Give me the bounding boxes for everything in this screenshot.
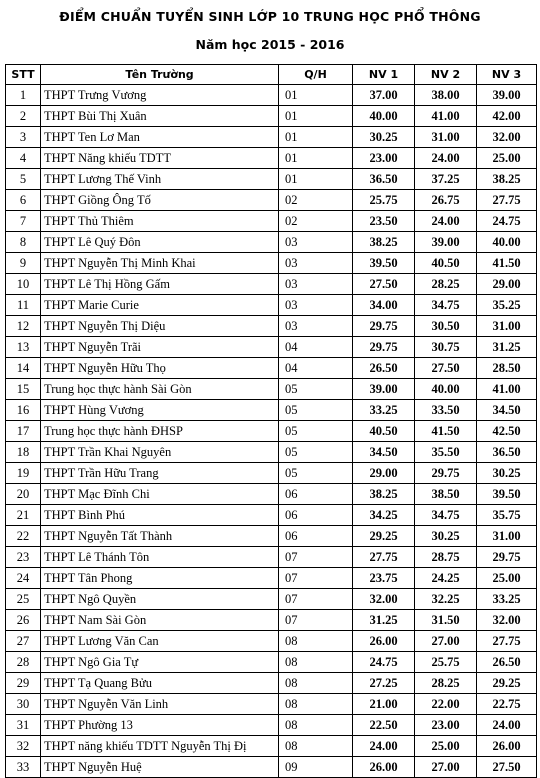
cell-stt: 27 (6, 631, 41, 652)
cell-nv1: 33.25 (353, 400, 415, 421)
cell-stt: 11 (6, 295, 41, 316)
cell-stt: 5 (6, 169, 41, 190)
cell-district: 03 (279, 274, 353, 295)
cell-nv1: 29.25 (353, 526, 415, 547)
cell-nv1: 34.00 (353, 295, 415, 316)
cell-nv1: 26.00 (353, 631, 415, 652)
cell-nv2: 40.50 (415, 253, 477, 274)
cell-nv1: 23.75 (353, 568, 415, 589)
cell-district: 01 (279, 148, 353, 169)
cell-nv2: 28.25 (415, 673, 477, 694)
table-row (6, 631, 537, 652)
cell-nv1: 34.50 (353, 442, 415, 463)
cell-nv3: 36.50 (477, 442, 537, 463)
cell-nv2: 38.00 (415, 85, 477, 106)
cell-school-name: THPT Trưng Vương (41, 85, 279, 106)
cell-nv1: 31.25 (353, 610, 415, 631)
cell-stt: 7 (6, 211, 41, 232)
cell-district: 06 (279, 484, 353, 505)
table-row (6, 106, 537, 127)
cell-nv1: 25.75 (353, 190, 415, 211)
table-row (6, 274, 537, 295)
cell-stt: 15 (6, 379, 41, 400)
cell-nv3: 29.75 (477, 547, 537, 568)
cell-school-name: THPT Nguyễn Hữu Thọ (41, 358, 279, 379)
cell-school-name: THPT Mạc Đĩnh Chi (41, 484, 279, 505)
cell-school-name: THPT Nguyễn Tất Thành (41, 526, 279, 547)
table-row (6, 442, 537, 463)
cell-district: 03 (279, 253, 353, 274)
cell-district: 01 (279, 169, 353, 190)
cell-nv1: 36.50 (353, 169, 415, 190)
cell-stt: 29 (6, 673, 41, 694)
cell-district: 05 (279, 400, 353, 421)
cell-school-name: THPT Ngô Quyền (41, 589, 279, 610)
cell-school-name: THPT Lương Thế Vinh (41, 169, 279, 190)
cell-stt: 14 (6, 358, 41, 379)
cell-nv2: 26.75 (415, 190, 477, 211)
cell-nv1: 26.50 (353, 358, 415, 379)
cell-nv1: 34.25 (353, 505, 415, 526)
cell-nv3: 24.00 (477, 715, 537, 736)
cell-stt: 9 (6, 253, 41, 274)
cell-nv3: 25.00 (477, 148, 537, 169)
cell-nv2: 30.75 (415, 337, 477, 358)
cell-school-name: THPT Giồng Ông Tố (41, 190, 279, 211)
cell-nv1: 29.00 (353, 463, 415, 484)
cell-nv2: 33.50 (415, 400, 477, 421)
table-row (6, 484, 537, 505)
cell-nv2: 34.75 (415, 295, 477, 316)
cell-school-name: THPT Trần Hữu Trang (41, 463, 279, 484)
cell-nv2: 24.25 (415, 568, 477, 589)
cell-school-name: THPT Trần Khai Nguyên (41, 442, 279, 463)
cell-nv1: 29.75 (353, 316, 415, 337)
cell-nv2: 34.75 (415, 505, 477, 526)
cell-district: 07 (279, 610, 353, 631)
cell-school-name: THPT Ten Lơ Man (41, 127, 279, 148)
header-nv2: NV 2 (415, 65, 477, 85)
cell-nv1: 23.50 (353, 211, 415, 232)
cell-nv1: 40.00 (353, 106, 415, 127)
cell-nv3: 39.00 (477, 85, 537, 106)
cell-nv2: 24.00 (415, 148, 477, 169)
table-row (6, 253, 537, 274)
cell-nv2: 22.00 (415, 694, 477, 715)
cell-nv2: 31.50 (415, 610, 477, 631)
cell-school-name: Trung học thực hành ĐHSP (41, 421, 279, 442)
cell-nv3: 31.00 (477, 526, 537, 547)
table-row (6, 463, 537, 484)
cell-nv3: 26.50 (477, 652, 537, 673)
cell-nv3: 27.50 (477, 757, 537, 778)
cell-nv3: 27.75 (477, 631, 537, 652)
cell-district: 01 (279, 127, 353, 148)
admission-scores-table (5, 64, 537, 778)
table-row (6, 400, 537, 421)
table-row (6, 337, 537, 358)
cell-school-name: THPT Lê Thị Hồng Gấm (41, 274, 279, 295)
cell-stt: 13 (6, 337, 41, 358)
cell-nv1: 39.00 (353, 379, 415, 400)
cell-district: 05 (279, 421, 353, 442)
cell-school-name: THPT Nguyễn Trãi (41, 337, 279, 358)
cell-stt: 1 (6, 85, 41, 106)
header-school-name: Tên Trường (41, 65, 279, 85)
cell-stt: 18 (6, 442, 41, 463)
header-district: Q/H (279, 65, 353, 85)
cell-district: 08 (279, 631, 353, 652)
table-row (6, 652, 537, 673)
cell-nv2: 30.50 (415, 316, 477, 337)
cell-school-name: THPT Bình Phú (41, 505, 279, 526)
cell-nv2: 24.00 (415, 211, 477, 232)
cell-nv2: 30.25 (415, 526, 477, 547)
cell-district: 02 (279, 190, 353, 211)
cell-school-name: THPT Lê Quý Đôn (41, 232, 279, 253)
cell-nv3: 38.25 (477, 169, 537, 190)
cell-nv1: 29.75 (353, 337, 415, 358)
cell-nv3: 35.75 (477, 505, 537, 526)
cell-nv3: 41.00 (477, 379, 537, 400)
cell-nv3: 29.25 (477, 673, 537, 694)
table-row (6, 526, 537, 547)
cell-nv3: 35.25 (477, 295, 537, 316)
table-row (6, 190, 537, 211)
cell-stt: 30 (6, 694, 41, 715)
cell-nv1: 22.50 (353, 715, 415, 736)
table-row (6, 379, 537, 400)
cell-nv1: 27.25 (353, 673, 415, 694)
cell-nv3: 31.00 (477, 316, 537, 337)
cell-nv1: 30.25 (353, 127, 415, 148)
cell-district: 09 (279, 757, 353, 778)
cell-nv3: 31.25 (477, 337, 537, 358)
table-row (6, 169, 537, 190)
cell-nv1: 40.50 (353, 421, 415, 442)
cell-district: 01 (279, 85, 353, 106)
cell-nv2: 40.00 (415, 379, 477, 400)
cell-stt: 16 (6, 400, 41, 421)
cell-school-name: THPT Bùi Thị Xuân (41, 106, 279, 127)
table-row (6, 211, 537, 232)
cell-school-name: THPT Tân Phong (41, 568, 279, 589)
cell-nv2: 32.25 (415, 589, 477, 610)
table-row (6, 505, 537, 526)
cell-nv1: 32.00 (353, 589, 415, 610)
cell-nv3: 41.50 (477, 253, 537, 274)
cell-nv2: 28.75 (415, 547, 477, 568)
cell-nv2: 31.00 (415, 127, 477, 148)
cell-school-name: Trung học thực hành Sài Gòn (41, 379, 279, 400)
cell-school-name: THPT Tạ Quang Bửu (41, 673, 279, 694)
cell-stt: 4 (6, 148, 41, 169)
cell-nv2: 27.00 (415, 631, 477, 652)
cell-nv2: 41.00 (415, 106, 477, 127)
cell-nv1: 27.50 (353, 274, 415, 295)
cell-district: 06 (279, 505, 353, 526)
cell-nv2: 27.50 (415, 358, 477, 379)
cell-district: 08 (279, 673, 353, 694)
cell-stt: 17 (6, 421, 41, 442)
document-subtitle: Năm học 2015 - 2016 (195, 37, 345, 52)
cell-nv2: 29.75 (415, 463, 477, 484)
cell-school-name: THPT Nam Sài Gòn (41, 610, 279, 631)
table-body (6, 85, 537, 778)
table-row (6, 358, 537, 379)
table-row (6, 127, 537, 148)
cell-nv3: 29.00 (477, 274, 537, 295)
header-nv1: NV 1 (353, 65, 415, 85)
cell-stt: 23 (6, 547, 41, 568)
cell-nv2: 41.50 (415, 421, 477, 442)
cell-nv2: 25.00 (415, 736, 477, 757)
cell-district: 08 (279, 715, 353, 736)
cell-nv3: 25.00 (477, 568, 537, 589)
cell-school-name: THPT Lương Văn Can (41, 631, 279, 652)
header-stt: STT (6, 65, 41, 85)
table-row (6, 757, 537, 778)
table-row (6, 715, 537, 736)
cell-stt: 21 (6, 505, 41, 526)
cell-district: 06 (279, 526, 353, 547)
header-nv3: NV 3 (477, 65, 537, 85)
cell-stt: 31 (6, 715, 41, 736)
cell-nv1: 21.00 (353, 694, 415, 715)
table-row (6, 568, 537, 589)
table-row (6, 610, 537, 631)
cell-nv1: 26.00 (353, 757, 415, 778)
cell-nv2: 27.00 (415, 757, 477, 778)
table-header-row (6, 65, 537, 85)
table-row (6, 85, 537, 106)
cell-nv3: 30.25 (477, 463, 537, 484)
cell-school-name: THPT Nguyễn Văn Linh (41, 694, 279, 715)
table-row (6, 589, 537, 610)
cell-nv2: 35.50 (415, 442, 477, 463)
cell-school-name: THPT Nguyễn Thị Minh Khai (41, 253, 279, 274)
cell-stt: 12 (6, 316, 41, 337)
table-row (6, 232, 537, 253)
cell-nv1: 24.00 (353, 736, 415, 757)
table-row (6, 148, 537, 169)
cell-nv1: 38.25 (353, 484, 415, 505)
cell-nv1: 37.00 (353, 85, 415, 106)
cell-stt: 33 (6, 757, 41, 778)
cell-school-name: THPT năng khiếu TDTT Nguyễn Thị Đị (41, 736, 279, 757)
cell-stt: 26 (6, 610, 41, 631)
cell-stt: 3 (6, 127, 41, 148)
cell-nv2: 37.25 (415, 169, 477, 190)
cell-nv2: 23.00 (415, 715, 477, 736)
cell-nv1: 38.25 (353, 232, 415, 253)
cell-nv3: 28.50 (477, 358, 537, 379)
cell-nv1: 23.00 (353, 148, 415, 169)
cell-school-name: THPT Năng khiếu TDTT (41, 148, 279, 169)
table-row (6, 547, 537, 568)
cell-nv3: 42.00 (477, 106, 537, 127)
cell-district: 05 (279, 442, 353, 463)
table-row (6, 673, 537, 694)
cell-stt: 19 (6, 463, 41, 484)
table-row (6, 295, 537, 316)
cell-school-name: THPT Thủ Thiêm (41, 211, 279, 232)
cell-school-name: THPT Phường 13 (41, 715, 279, 736)
table-row (6, 316, 537, 337)
cell-stt: 6 (6, 190, 41, 211)
cell-nv3: 22.75 (477, 694, 537, 715)
cell-stt: 24 (6, 568, 41, 589)
cell-district: 05 (279, 463, 353, 484)
cell-nv3: 42.50 (477, 421, 537, 442)
cell-nv2: 39.00 (415, 232, 477, 253)
cell-stt: 20 (6, 484, 41, 505)
cell-district: 01 (279, 106, 353, 127)
cell-nv3: 34.50 (477, 400, 537, 421)
cell-district: 07 (279, 589, 353, 610)
cell-district: 07 (279, 547, 353, 568)
cell-district: 05 (279, 379, 353, 400)
cell-school-name: THPT Hùng Vương (41, 400, 279, 421)
cell-nv2: 38.50 (415, 484, 477, 505)
cell-stt: 2 (6, 106, 41, 127)
cell-nv2: 28.25 (415, 274, 477, 295)
cell-district: 03 (279, 232, 353, 253)
cell-nv2: 25.75 (415, 652, 477, 673)
cell-nv3: 24.75 (477, 211, 537, 232)
cell-school-name: THPT Marie Curie (41, 295, 279, 316)
cell-district: 02 (279, 211, 353, 232)
cell-district: 03 (279, 316, 353, 337)
cell-stt: 25 (6, 589, 41, 610)
cell-school-name: THPT Ngô Gia Tự (41, 652, 279, 673)
cell-nv3: 39.50 (477, 484, 537, 505)
cell-stt: 28 (6, 652, 41, 673)
cell-district: 03 (279, 295, 353, 316)
cell-district: 04 (279, 337, 353, 358)
cell-nv3: 27.75 (477, 190, 537, 211)
table-row (6, 736, 537, 757)
cell-stt: 8 (6, 232, 41, 253)
cell-district: 08 (279, 736, 353, 757)
table-row (6, 421, 537, 442)
cell-stt: 10 (6, 274, 41, 295)
cell-nv3: 33.25 (477, 589, 537, 610)
cell-school-name: THPT Nguyễn Thị Diệu (41, 316, 279, 337)
cell-district: 08 (279, 694, 353, 715)
cell-school-name: THPT Nguyễn Huệ (41, 757, 279, 778)
table-row (6, 694, 537, 715)
cell-nv1: 24.75 (353, 652, 415, 673)
cell-nv3: 40.00 (477, 232, 537, 253)
cell-stt: 32 (6, 736, 41, 757)
cell-nv1: 27.75 (353, 547, 415, 568)
cell-nv3: 32.00 (477, 610, 537, 631)
cell-district: 07 (279, 568, 353, 589)
cell-district: 08 (279, 652, 353, 673)
document-title: ĐIỂM CHUẨN TUYỂN SINH LỚP 10 TRUNG HỌC PHỔ THÔNG (59, 9, 481, 24)
cell-stt: 22 (6, 526, 41, 547)
cell-nv3: 32.00 (477, 127, 537, 148)
cell-nv3: 26.00 (477, 736, 537, 757)
cell-school-name: THPT Lê Thánh Tôn (41, 547, 279, 568)
cell-nv1: 39.50 (353, 253, 415, 274)
cell-district: 04 (279, 358, 353, 379)
